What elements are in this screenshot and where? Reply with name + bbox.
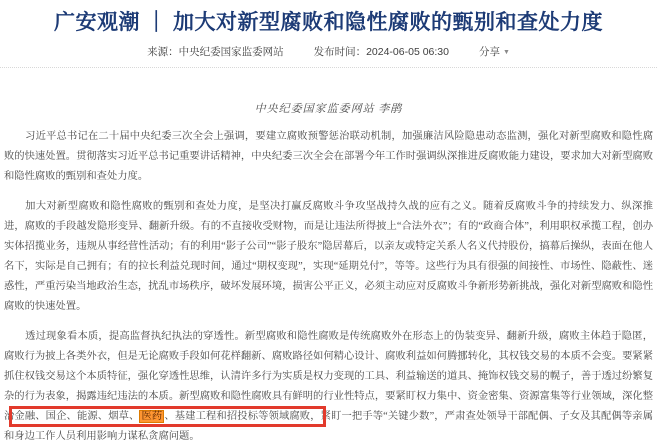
paragraph-3-text-after: 紧盯一把手等“关键少数”，严肃查处领导干部配偶、子女及其配偶等亲属和身边工作人员利用影响力谋私贪腐问题。 [4, 411, 653, 442]
paragraph-2: 加大对新型腐败和隐性腐败的甄别和查处力度，是坚决打赢反腐败斗争攻坚战持久战的应有之义。随着反腐败斗争的持续发力、纵深推进，腐败的手段越发隐形变异、翻新升级。有的不直接收受财物，而是让违法所得披上“合法外衣”；有的“政商合体”，利用职权承揽工程，创办实体招揽业务，违规从事经营性活动；有的利用“影子公司”“影子股东”隐居幕后，以亲友或特定关系人名义代持股份，搞幕后操纵，表面在他人名下，实际是自己拥有；有的拉长利益兑现时间，通过“期权变现”，实现“延期兑付”，等等。这些行为具有很强的间接性、市场性、隐蔽性、迷惑性，严重污染当地政治生态，扰乱市场秩序，破坏发展环境，损害公平正义，必须主动应对反腐败斗争新形势新挑战，强化对新型腐败和隐性腐败的快速处置。 [4, 201, 653, 312]
source-value: 中央纪委国家监委网站 [178, 46, 284, 58]
share-dropdown[interactable] [479, 46, 510, 59]
boxed-text-post: 、基建工程和招投标等领域腐败， [164, 411, 321, 422]
share-label: 分享 [478, 46, 500, 58]
article-body [0, 127, 657, 447]
byline: 中央纪委国家监委网站 李鹃 [254, 103, 403, 115]
annotation-red-box [14, 411, 320, 422]
boxed-text-pre: 金融、国企、能源、烟草、 [14, 411, 140, 422]
publish-time-field [314, 46, 449, 59]
chevron-down-icon: ▼ [502, 49, 510, 56]
paragraph-3 [4, 327, 653, 447]
source-field [147, 46, 284, 59]
paragraph-3-text-before: 透过现象看本质，提高监督执纪执法的穿透性。新型腐败和隐性腐败是传统腐败外在形态上的伪装变异、翻新升级，腐败主体趋于隐匿，腐败行为披上各类外衣，但是无论腐败手段如何花样翻新、腐败路径如何精心设计、腐败利益如何腾挪转化，其权钱交易的本质不会变。要紧紧抓住权钱交易这个本质特征，强化穿透性思维，认清许多行为实质是权力变现的工具、利益输送的道具、掩饰权钱交易的幌子，善于透过纷繁复杂的行为表象，揭露违纪违法的本质。新型腐败和隐性腐败具有鲜明的行业性特点，要紧盯权力集中、资金密集、资源富集等行业领域，深化整治 [4, 331, 653, 422]
paragraph-1: 习近平总书记在二十届中央纪委三次全会上强调，要建立腐败预警惩治联动机制，加强廉洁风险隐患动态监测，强化对新型腐败和隐性腐败的快速处置。贯彻落实习近平总书记重要讲话精神，中央纪委三次全会在部署今年工作时强调纵深推进反腐败能力建设，要求加大对新型腐败和隐性腐败的甄别和查处力度。 [4, 131, 653, 182]
search-highlight: 医药 [141, 411, 163, 422]
article-meta-bar [0, 46, 657, 59]
article-page [0, 9, 657, 447]
page-title: 广安观潮 ｜ 加大对新型腐败和隐性腐败的甄别和查处力度 [54, 10, 603, 34]
publish-time-label: 发布时间： [313, 46, 367, 58]
dotted-divider [0, 67, 657, 68]
source-label: 来源： [147, 46, 179, 58]
publish-time-value: 2024-06-05 06:30 [366, 46, 449, 58]
